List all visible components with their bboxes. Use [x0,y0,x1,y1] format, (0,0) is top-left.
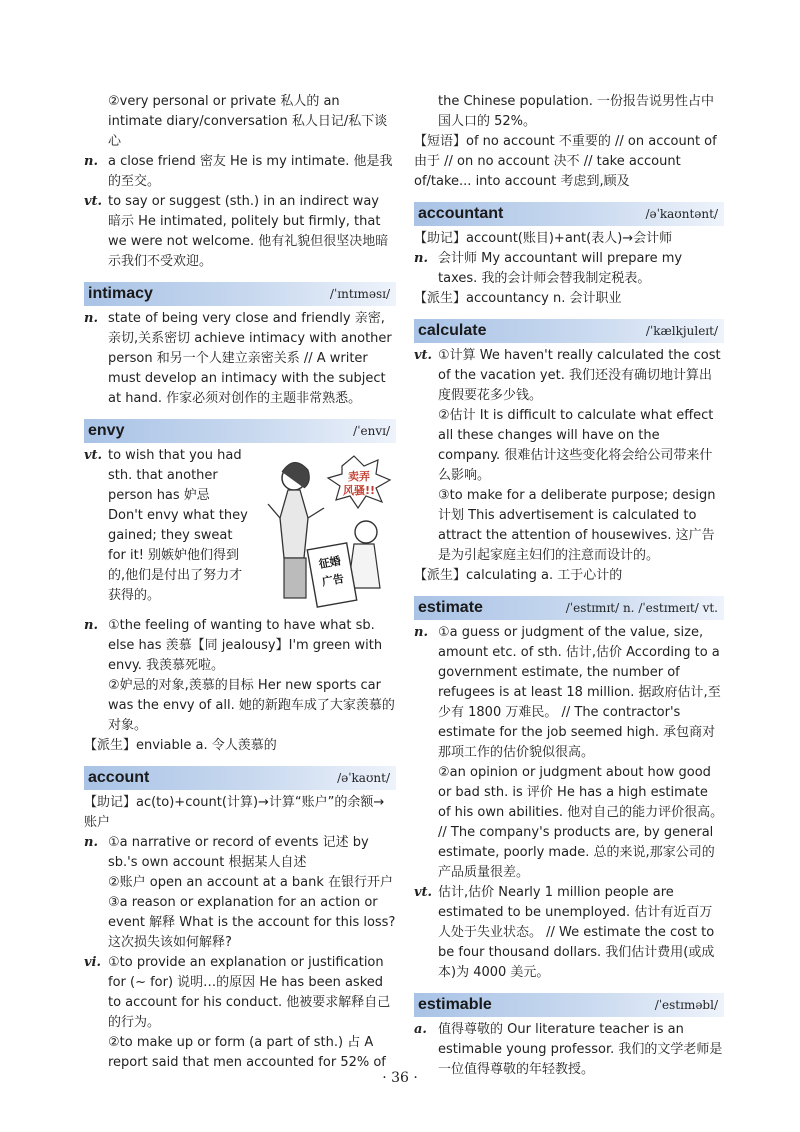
account-noun-sense-3: ③a reason or explanation for an action or event 解释 What is the account for this loss? 这次损失该如何解释? [108,895,396,950]
account-verb-sense-2-continued: the Chinese population. 一份报告说男性占中国人口的 52%。 [438,94,714,129]
calculate-derivative: 【派生】calculating a. 工于心计的 [414,568,623,583]
headword: estimate [418,599,483,616]
definition-text: ①计算 We haven't really calculated the cost of the vacation yet. 我们还没有确切地计算出度假要花多少钱。 [438,348,721,403]
intimate-verb-sense [84,192,396,272]
calculate-verb-sense-1 [414,346,724,406]
pos-tag: n. [84,154,98,169]
definition-text: a close friend 密友 He is my intimate. 他是我的至交。 [108,154,393,189]
envy-derivative: 【派生】enviable a. 令人羡慕的 [84,738,277,753]
calculate-verb-sense-2: ②估计 It is difficult to calculate what effect all these changes will have on the company. 很难估计这些变化将会给公司带来什么影响。 [438,408,714,483]
entry-header-estimable [414,993,724,1017]
cartoon-sign-text: 征婚 [317,554,342,572]
definition-text: ①a guess or judgment of the value, size, amount etc. of sth. 估计,估价 According to a government estimate, the number of refugees is at least 18 million. 据政府估计,至少有 1800 万难民。 // The contractor's estimate for the job seemed high. 承包商对那项工作的估价貌似很高。 [438,625,721,760]
pos-tag: vi. [84,955,102,970]
account-noun-sense-1 [84,833,396,873]
headword: envy [88,422,125,439]
pos-tag: n. [84,618,98,633]
definition-text: to say or suggest (sth.) in an indirect way 暗示 He intimated, politely but firmly, that we were not welcome. 他有礼貌但很坚决地暗示我们不受欢迎。 [108,194,389,269]
definition-text: to wish that you had sth. that another person has 妒忌 Don't envy what they gained; they sweat for it! 别嫉妒他们得到的,他们是付出了努力才获得的。 [108,448,248,603]
page-number: · 36 · [382,1070,418,1086]
pos-tag: n. [84,835,98,850]
account-noun-sense-2: ②账户 open an account at a bank 在银行开户 [108,875,394,890]
estimate-verb-sense [414,883,724,983]
account-memo: 【助记】ac(to)+count(计算)→计算“账户”的余额→账户 [84,795,385,830]
pos-tag: vt. [414,348,433,363]
entry-header-estimate [414,596,724,620]
estimate-noun-sense-1 [414,623,724,763]
pos-tag: a. [414,1022,427,1037]
entry-header-calculate [414,319,724,343]
headword: estimable [418,996,492,1013]
account-verb-sense-1 [84,953,396,1033]
entry-header-intimacy [84,282,396,306]
entry-header-envy [84,419,396,443]
svg-text:风骚!!: 风骚!! [342,484,376,497]
headword: calculate [418,322,487,339]
intimate-adj-sense-2: ②very personal or private 私人的 an intimate diary/conversation 私人日记/私下谈心 [108,94,388,149]
entry-header-account [84,766,396,790]
pos-tag: n. [84,311,98,326]
pos-tag: n. [414,251,428,266]
definition-text: state of being very close and friendly 亲密,亲切,关系密切 achieve intimacy with another person 和另一个人建立亲密关系 // A writer must develop an intimacy with the subject at hand. 作家必须对创作的主题非常熟悉。 [108,311,392,406]
accountant-noun-sense [414,249,724,289]
pos-tag: vt. [84,194,103,209]
estimate-noun-sense-2: ②an opinion or judgment about how good or bad sth. is 评价 He has a high estimate of his own abilities. 他对自己的能力评价很高。 // The company's products are, by general estimate, poorly made. 总的来说,那家公司的产品质量很差。 [438,765,724,880]
envy-verb-block [84,446,396,606]
svg-text:广告: 广告 [320,572,345,589]
definition-text: ①a narrative or record of events 记述 by sb.'s own account 根据某人自述 [108,835,369,870]
pronunciation: /ˈenvɪ/ [353,424,390,438]
left-column [84,92,396,1073]
intimate-noun-sense [84,152,396,192]
accountant-derivative: 【派生】accountancy n. 会计职业 [414,291,622,306]
definition-text: 会计师 My accountant will prepare my taxes. 我的会计师会替我制定税表。 [438,251,683,286]
envy-cartoon-illustration [254,448,396,612]
cartoon-bubble-text: 卖弄 [348,470,370,483]
pronunciation: /ˈɪntɪməsɪ/ [329,287,390,301]
envy-noun-sense-1 [84,616,396,676]
accountant-memo: 【助记】account(账目)+ant(表人)→会计师 [414,231,673,246]
calculate-verb-sense-3: ③to make for a deliberate purpose; design 计划 This advertisement is calculated to attract the attention of housewives. 这广告是为引起家庭主妇们的注意而设计的。 [438,488,716,563]
account-idioms: 【短语】of no account 不重要的 // on account of 由于 // on no account 决不 // take account of/take... into account 考虑到,顾及 [414,134,717,189]
definition-text: ①to provide an explanation or justification for (~ for) 说明…的原因 He has been asked to account for his conduct. 他被要求解释自己的行为。 [108,955,391,1030]
definition-text: 估计,估价 Nearly 1 million people are estimated to be unemployed. 估计有近百万人处于失业状态。 // We estimate the cost to be four thousand dollars. 我们估计费用(或成本)为 4000 美元。 [438,885,715,980]
pronunciation: /əˈkaʊnt/ [337,771,390,785]
intimacy-noun-sense [84,309,396,409]
entry-header-accountant [414,202,724,226]
account-verb-sense-2: ②to make up or form (a part of sth.) 占 A report said that men accounted for 52% of [108,1035,386,1070]
definition-text: 值得尊敬的 Our literature teacher is an estimable young professor. 我们的文学老师是一位值得尊敬的年轻教授。 [438,1022,723,1077]
right-column [414,92,724,1080]
pos-tag: vt. [84,448,103,463]
pos-tag: vt. [414,885,433,900]
pos-tag: n. [414,625,428,640]
headword: account [88,769,150,786]
headword: accountant [418,205,504,222]
pronunciation: /ˈestɪməbl/ [654,998,718,1012]
pronunciation: /ˈestɪmɪt/ n. /ˈestɪmeɪt/ vt. [565,601,718,615]
headword: intimacy [88,285,153,302]
envy-noun-sense-2: ②妒忌的对象,羡慕的目标 Her new sports car was the envy of all. 她的新跑车成了大家羡慕的对象。 [108,678,395,733]
definition-text: ①the feeling of wanting to have what sb. else has 羡慕【同 jealousy】I'm green with envy. 我羡慕死啦。 [108,618,383,673]
pronunciation: /əˈkaʊntənt/ [645,207,718,221]
pronunciation: /ˈkælkjuleɪt/ [645,324,718,338]
